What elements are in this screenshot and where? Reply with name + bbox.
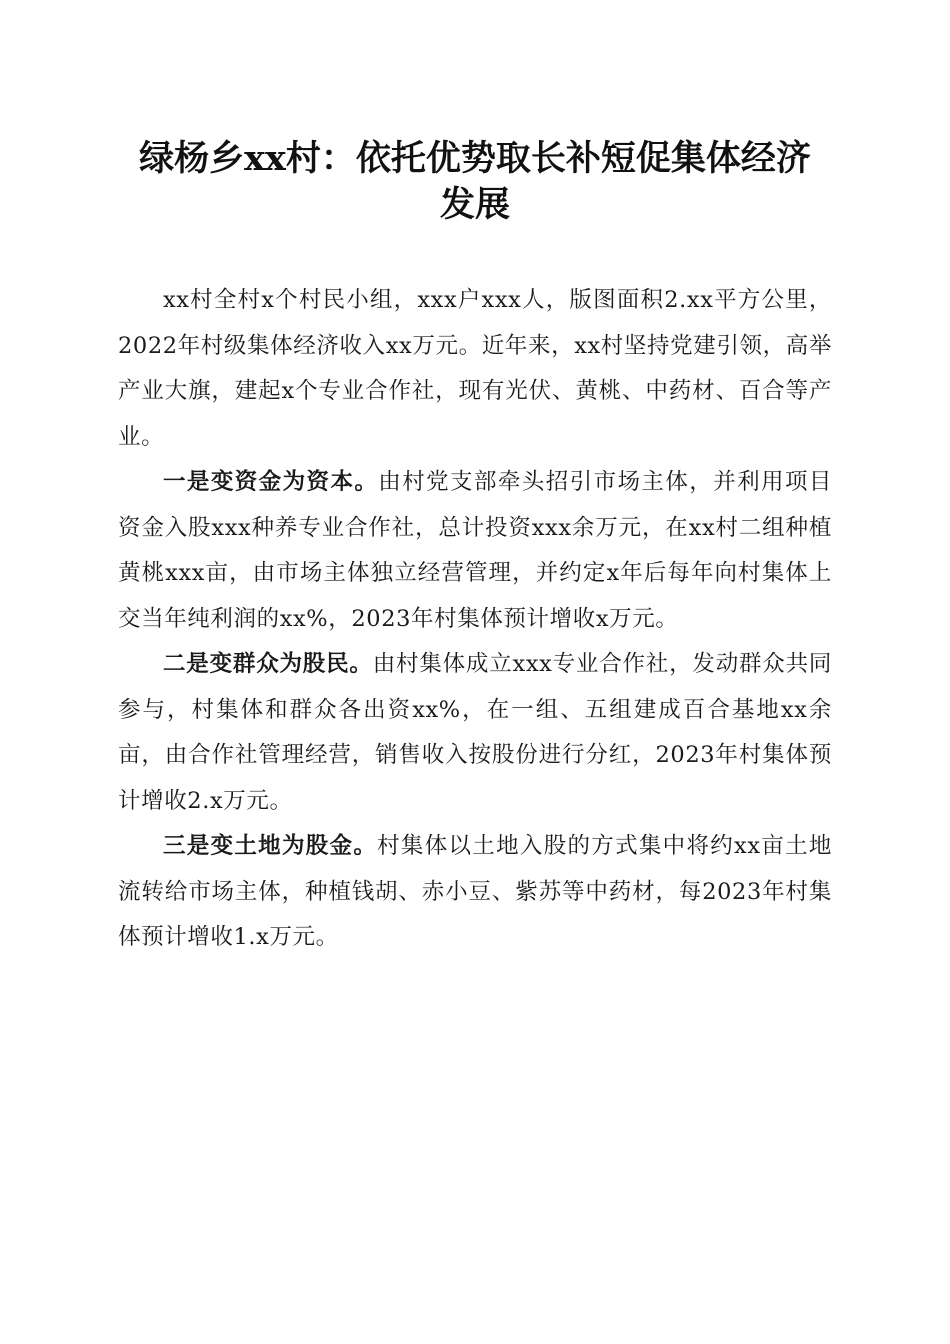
title-line-2: 发展 [439, 184, 510, 225]
section-paragraph-1 [118, 460, 832, 642]
section-paragraph-3 [118, 824, 832, 961]
section-text-1: 由村党支部牵头招引市场主体，并利用项目资金入股xxx种养专业合作社，总计投资xxx余万元，在xx村二组种植黄桃xxx亩，由市场主体独立经营管理，并约定x年后每年向村集体上交当年纯利润的xx%，2023年村集体预计增收x万元。 [118, 469, 832, 632]
intro-paragraph: xx村全村x个村民小组，xxx户xxx人，版图面积2.xx平方公里，2022年村级集体经济收入xx万元。近年来，xx村坚持党建引领，高举产业大旗，建起x个专业合作社，现有光伏、黄桃、中药材、百合等产业。 [118, 287, 832, 450]
section-text-2: 由村集体成立xxx专业合作社，发动群众共同参与，村集体和群众各出资xx%，在一组、五组建成百合基地xx余亩，由合作社管理经营，销售收入按股份进行分红，2023年村集体预计增收2.x万元。 [118, 651, 833, 814]
section-heading-3: 三是变土地为股金。 [163, 833, 378, 859]
title-line-1: 绿杨乡xx村：依托优势取长补短促集体经济 [139, 138, 811, 179]
section-heading-2: 二是变群众为股民。 [163, 651, 373, 677]
document-body [118, 278, 832, 961]
section-paragraph-2 [118, 642, 832, 824]
page-title [118, 136, 832, 228]
section-heading-1: 一是变资金为资本。 [163, 469, 379, 495]
section-text-3: 村集体以土地入股的方式集中将约xx亩土地流转给市场主体，种植钱胡、赤小豆、紫苏等中药材，每2023年村集体预计增收1.x万元。 [118, 833, 832, 950]
